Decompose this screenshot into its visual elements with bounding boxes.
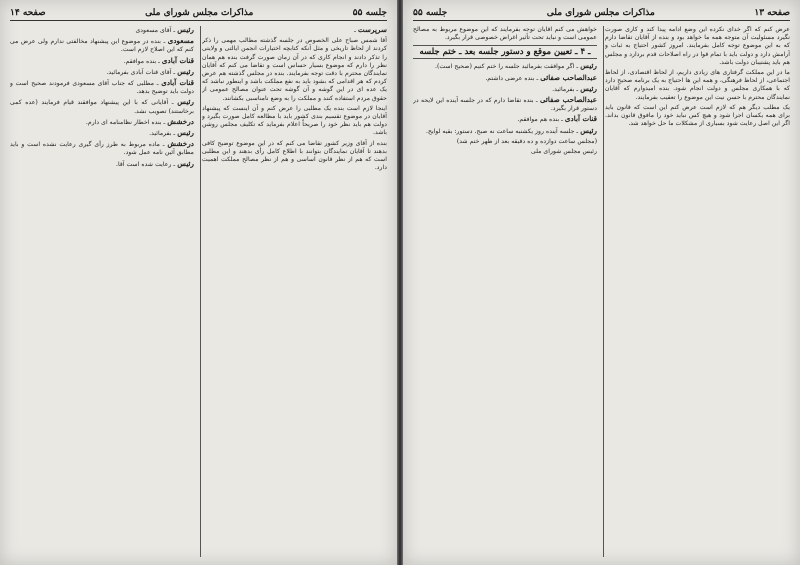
speaker-name: عبدالصاحب صفائی [539,95,597,105]
transcript-paragraph [413,138,597,146]
speech-text: رعایت شده است آقا. [115,160,172,168]
right-page-header [413,6,790,21]
left-page [0,0,397,565]
speaker-name: قنات آبادی [564,114,597,124]
transcript-paragraph [413,45,597,59]
left-page-header [10,6,387,21]
speech-text: بفرمائید. [552,85,575,93]
speaker-name: عبدالصاحب صفائی [540,72,597,82]
right-page-number: صفحه ۱۳ [754,8,790,18]
speaker-name: قنات آبادی [161,78,194,88]
speaker-name: رئیس [177,158,194,168]
speech-text: مطلبی که جناب آقای مسعودی فرمودند صحیح است و دولت باید توضیح بدهد. [10,80,194,96]
speech-text: بنده اخطار نظامنامه ای دارم. [85,118,162,126]
section-heading: ـ ۴ ـ تعیین موقع و دستور جلسه بعد ـ ختم جلسه [413,45,597,59]
transcript-paragraph [605,26,790,67]
transcript-paragraph: قنات آبادی ـ بنده هم موافقم. [517,114,597,124]
speaker-name: رئیس [177,128,194,138]
speaker-name: رئیس [177,97,194,107]
speech-text: بنده تقاضا دارم که در جلسه آینده این لایحه در دستور قرار بگیرد. [413,97,597,113]
column-divider [200,26,201,557]
speech-text: آقای قنات آبادی بفرمائید. [106,68,172,76]
transcript-paragraph [202,37,387,103]
right-page [403,0,800,565]
transcript-paragraph: رئیس ـ آقای مسعودی [135,26,194,34]
transcript-paragraph: رئیس ـ آقایانی که با این پیشنهاد موافقند قیام فرمایند (عده کمی برخاستند) تصویب نشد. [10,97,194,115]
speech-text: ما در این مملکت گرفتاری های زیادی داریم، از لحاظ اقتصادی، از لحاظ اجتماعی، از لحاظ فرهنگی، و همه این ها احتیاج به یک برنامه صحیح دارد که با همکاری مجلس و دولت انجام شود. بنده امیدوارم که آقایان نمایندگان محترم با حسن نیت این موضوع را تعقیب بفرمایند. [605,69,790,101]
speech-text: خواهش می کنم آقایان توجه بفرمایند که این موضوع مربوط به مصالح عمومی است و نباید تحت تأثیر اغراض خصوصی قرار بگیرد. [413,26,597,42]
speech-text: بنده موافقم. [123,57,157,65]
transcript-paragraph: عبدالصاحب صفائی ـ بنده تقاضا دارم که در جلسه آینده این لایحه در دستور قرار بگیرد. [413,95,597,113]
transcript-paragraph [605,69,790,102]
transcript-paragraph: رئیس ـ آقای قنات آبادی بفرمائید. [106,66,194,76]
speech-text: اگر موافقت بفرمائید جلسه را ختم کنیم (صحیح است). [435,63,575,71]
transcript-paragraph: رئیس ـ رعایت شده است آقا. [115,158,194,168]
speech-text: آقایانی که با این پیشنهاد موافقند قیام فرمایند (عده کمی برخاستند) تصویب نشد. [10,99,194,115]
speaker-name: رئیس [580,125,597,135]
speech-text: (مجلس ساعت دوازده و ده دقیقه بعد از ظهر ختم شد) [456,137,597,145]
transcript-paragraph: درخشش ـ ماده مربوط به طرز رأی گیری رعایت نشده است و باید مطابق آئین نامه عمل شود. [10,139,194,157]
speech-text: بنده از آقای وزیر کشور تقاضا می کنم که در این موضوع توضیح کافی بدهند تا آقایان نمایندگان بتوانند با اطلاع کامل رأی بدهند و این مطلبی است که هم از نظر قانون اساسی و هم از نظر مصالح مملکت اهمیت دارد. [202,139,387,172]
speech-text: بنده هم موافقم. [517,116,560,124]
speech-text: ماده مربوط به طرز رأی گیری رعایت نشده است و باید مطابق آئین نامه عمل شود. [10,141,194,157]
speaker-name: مسعودی [167,36,194,46]
transcript-paragraph: سرپرست ـ [354,26,387,34]
right-page-right-column [605,26,790,557]
right-page-label: جلسه ۵۵ [413,8,448,18]
speech-text: آقای مسعودی [135,27,172,34]
speech-text: رئیس مجلس شورای ملی [530,148,597,156]
speech-text: یک مطلب دیگر هم که لازم است عرض کنم این است که قانون باید برای همه یکسان اجرا شود و هیچ کس نباید خود را مافوق قانون بداند. اگر این اصل رعایت شود بسیاری از مشکلات ما حل خواهد شد. [605,103,790,128]
transcript-paragraph: مسعودی ـ بنده در موضوع این پیشنهاد مخالفتی ندارم ولی عرض می کنم که این اصلاح لازم است. [10,36,194,54]
left-page-label: جلسه ۵۵ [352,8,387,18]
speech-text: عرض کنم که اگر خدای نکرده این وضع ادامه پیدا کند و کاری صورت نگیرد مسئولیت آن متوجه همه ما خواهد بود و بنده از آقایان تقاضا دارم که به این موضوع توجه کامل بفرمایند. امروز کشور احتیاج به ثبات و آرامش دارد و دولت باید با تمام قوا در راه اصلاحات قدم بردارد و مجلس هم باید پشتیبان دولت باشد. [605,26,790,66]
speaker-name: سرپرست [357,26,387,34]
speaker-name: رئیس [580,61,597,71]
transcript-paragraph [202,140,387,173]
speaker-name: رئیس [177,66,194,76]
left-page-number: صفحه ۱۴ [10,8,46,18]
transcript-paragraph [605,104,790,129]
transcript-paragraph: عبدالصاحب صفائی ـ بنده عرضی داشتم. [485,72,597,82]
right-page-left-column [413,26,597,557]
transcript-paragraph: رئیس ـ بفرمائید. [552,83,597,93]
speech-text: جلسه آینده روز یکشنبه ساعت نه صبح. دستور: بقیه لوایح. [425,127,575,135]
right-page-title: مذاکرات مجلس شورای ملی [546,8,655,18]
left-page-left-column [10,26,194,557]
speaker-name: درخشش [167,139,194,149]
transcript-paragraph [413,148,597,156]
transcript-paragraph [413,26,597,42]
transcript-paragraph: درخشش ـ بنده اخطار نظامنامه ای دارم. [85,116,194,126]
speech-text: بفرمائید. [149,130,172,138]
speech-text: آقا شمس صباح علی الخصوص در جلسه گذشته مطالب مهمی را ذکر کردند از لحاظ تاریخی و مثل آنکه کتابچه اختیارات انجمن ایالتی و ولایتی را تذکر دادند و انجام کاری که در آن زمان صورت گرفت بنده هم همان نظر را دارم که موضوع بسیار حساس است و تقاضا می کنم که آقایان نمایندگان محترم با دقت توجه بفرمایند. بنده در مجلس گذشته هم عرض کردم که هر اقدامی که بشود باید به نفع مملکت باشد و اینطور نباشد که یک عده ای در این گوشه و آن گوشه تحت عنوان مصالح عمومی از حقوق مردم استفاده کنند و مملکت را به وضع نامناسبی بکشانند. [202,37,387,102]
left-page-title: مذاکرات مجلس شورای ملی [145,8,254,18]
transcript-paragraph: رئیس ـ اگر موافقت بفرمائید جلسه را ختم کنیم (صحیح است). [435,61,597,71]
speaker-name: رئیس [177,26,194,34]
left-page-right-column [202,26,387,557]
speaker-name: رئیس [580,83,597,93]
speech-text: بنده عرضی داشتم. [485,74,535,82]
speech-text: بنده در موضوع این پیشنهاد مخالفتی ندارم ولی عرض می کنم که این اصلاح لازم است. [10,38,194,54]
speaker-name: قنات آبادی [161,55,194,65]
transcript-paragraph: قنات آبادی ـ بنده موافقم. [123,55,194,65]
transcript-paragraph [202,105,387,138]
speech-text: اینجا لازم است بنده یک مطلبی را عرض کنم و آن اینست که پیشنهاد آقایان در موضوع تقسیم بندی کشور باید با مطالعه کامل صورت بگیرد و دولت هم باید نظر خود را صریحاً اعلام بفرماید که تکلیف مجلس روشن باشد. [202,104,387,137]
transcript-paragraph: قنات آبادی ـ مطلبی که جناب آقای مسعودی فرمودند صحیح است و دولت باید توضیح بدهد. [10,78,194,96]
transcript-paragraph: رئیس ـ جلسه آینده روز یکشنبه ساعت نه صبح. دستور: بقیه لوایح. [425,125,597,135]
transcript-paragraph: رئیس ـ بفرمائید. [149,128,194,138]
column-divider [603,26,604,557]
speaker-name: درخشش [167,116,194,126]
